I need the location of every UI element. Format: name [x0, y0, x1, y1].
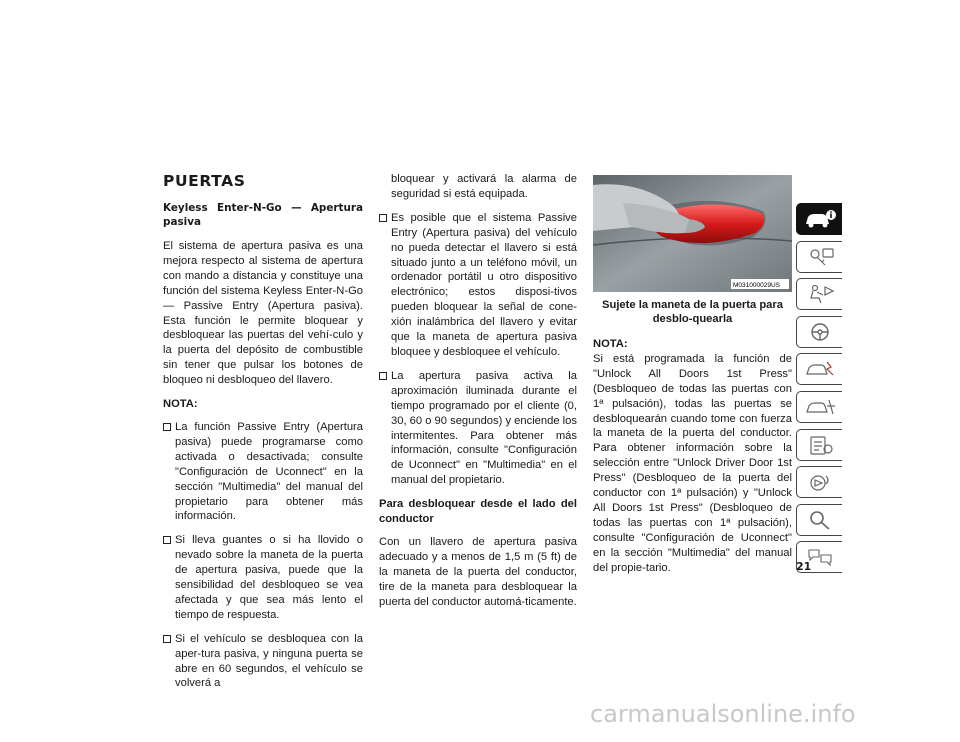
tab-multimedia[interactable]	[796, 466, 842, 498]
seat-safety-icon	[803, 283, 837, 305]
column-1	[163, 172, 363, 700]
continued-bullet-text: bloquear y activará la alarma de seguridad si está equipada.	[391, 173, 577, 200]
column-2	[379, 172, 577, 618]
tab-emergency[interactable]	[796, 353, 842, 385]
procedure-paragraph: Con un llavero de apertura pasiva adecuado y a menos de 1,5 m (5 ft) de la maneta de la puerta del conductor, tire de la maneta para desbloquear la puerta del conductor automá-ticamente.	[379, 535, 577, 608]
checkbox-bullet-icon	[379, 372, 387, 380]
tab-safety[interactable]	[796, 278, 842, 310]
specifications-icon	[803, 434, 837, 456]
checkbox-bullet-icon	[163, 423, 171, 431]
checkbox-bullet-icon	[163, 536, 171, 544]
procedure-heading: Para desbloquear desde el lado del conductor	[379, 498, 577, 526]
bullet-list	[379, 211, 577, 488]
section-title: PUERTAS	[163, 172, 246, 190]
bullet-text: La apertura pasiva activa la aproximación iluminada durante el tiempo programado por el cliente (0, 30, 60 o 90 segundos) y enciende los intermitentes. Para obtener más información, consulte "Configuración de Uconnect" en "Multimedia" en el manual del propietario.	[391, 369, 577, 487]
bullet-item	[163, 533, 363, 622]
nota-label: NOTA:	[163, 398, 198, 411]
multimedia-icon	[803, 471, 837, 493]
bullet-list	[163, 420, 363, 691]
steering-wheel-icon	[803, 321, 837, 343]
bullet-text: Si el vehículo se desbloquea con la aper-tura pasiva, y ninguna puerta se abre en 60 segundos, el vehículo se volverá a	[175, 632, 363, 690]
magnifier-icon	[803, 509, 837, 531]
bullet-text: Es posible que el sistema Passive Entry (Apertura pasiva) del vehículo no pueda detectar el llavero si está situado junto a un teléfono móvil, un ordenador portátil u otro dispositivo electrónico; estos disposi-tivos pueden bloquear la señal de cone-xión inalámbrica del llavero y evitar que la maneta de apertura pasiva bloquee y desbloquee el vehículo.	[391, 211, 577, 358]
bullet-item	[163, 420, 363, 524]
intro-paragraph: El sistema de apertura pasiva es una mejora respecto al sistema de apertura con mando a distancia y constituye una función del sistema Keyless Enter-N-Go — Passive Entry (Apertura pasiva). Esta función le permite bloquear y desbloquear las puertas del vehí-culo y la puerta del depósito de combustible sin tener que pulsar los botones de bloqueo ni desbloqueo del llavero.	[163, 240, 363, 387]
car-crash-icon	[803, 358, 837, 380]
chapter-tabs	[796, 203, 842, 579]
tab-index[interactable]	[796, 504, 842, 536]
checkbox-bullet-icon	[163, 635, 171, 643]
watermark: carmanualsonline.info	[590, 700, 856, 728]
checkbox-bullet-icon	[379, 214, 387, 222]
door-handle-photo	[593, 175, 792, 292]
car-maintenance-icon	[803, 396, 837, 418]
bullet-item	[163, 632, 363, 692]
bullet-text: La función Passive Entry (Apertura pasiva) puede programarse como activada o desactivada; consulte "Configuración de Uconnect" en la sección "Multimedia" del manual del propietario para obtener más información.	[175, 420, 363, 523]
bullet-text: Si lleva guantes o si ha llovido o nevado sobre la maneta de la puerta de apertura pasiva, puede que la sensibilidad del desbloqueo se vea afectada y que sea más lento el tiempo de respuesta.	[175, 534, 363, 621]
image-caption: Sujete la maneta de la puerta para desblo-quearla	[602, 299, 783, 325]
tab-technical-specs[interactable]	[796, 429, 842, 461]
bullet-item	[379, 369, 577, 488]
tab-starting-operating[interactable]	[796, 316, 842, 348]
column-3	[593, 172, 792, 585]
image-code: M031000029US	[733, 282, 780, 289]
nota-paragraph: Si está programada la función de "Unlock All Doors 1st Press" (Desbloqueo de todas las puertas con 1ª pulsación), todas las puertas se desbloquearán cuando tome con fuerza la maneta de la puerta del conductor. Para obtener información sobre la selección entre "Unlock Driver Door 1st Press" (Desbloqueo de la puerta del conductor con 1ª pulsación) y "Unlock All Doors 1st Press" (Desbloqueo de todas las puertas con 1ª pulsación), consulte "Configuración de Uconnect" en la sección "Multimedia" del manual del propie-tario.	[593, 352, 792, 574]
page-number: 21	[796, 560, 812, 573]
tab-introduction[interactable]	[796, 203, 842, 235]
tab-servicing[interactable]	[796, 391, 842, 423]
bullet-item	[379, 211, 577, 360]
nota-label: NOTA:	[593, 338, 628, 350]
car-info-icon	[803, 208, 837, 230]
tab-getting-to-know[interactable]	[796, 241, 842, 273]
subsection-title: Keyless Enter-N-Go — Apertura pasiva	[163, 202, 363, 228]
key-message-icon	[803, 246, 837, 268]
hand-on-door-handle-illustration	[593, 175, 792, 292]
